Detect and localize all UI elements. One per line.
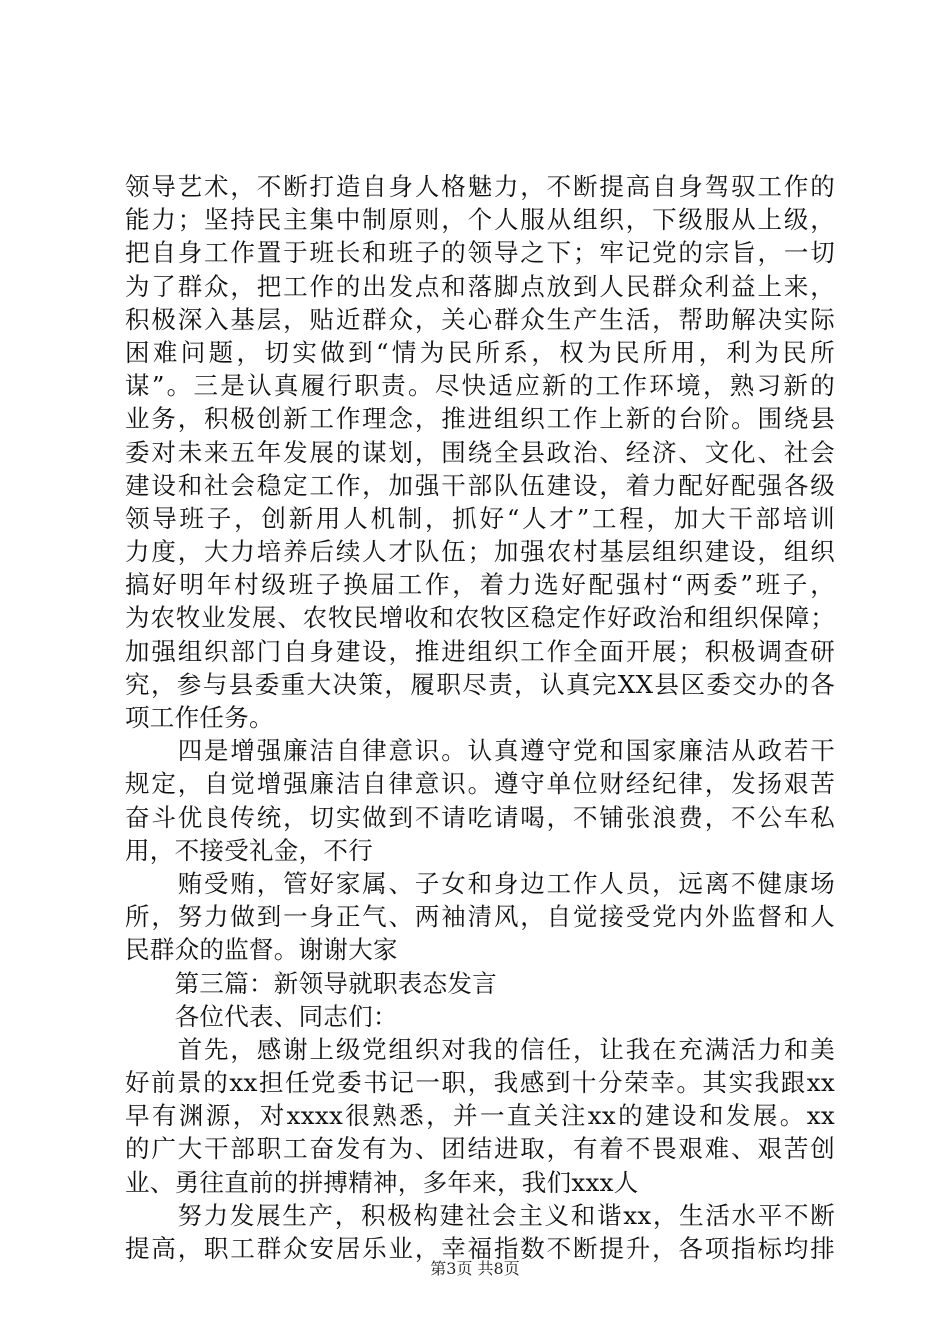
text-line: 所，努力做到一身正气、两袖清风，自觉接受党内外监督和人 bbox=[125, 902, 835, 932]
text-line: 规定，自觉增强廉洁自律意识。遵守单位财经纪律，发扬艰苦 bbox=[125, 769, 835, 799]
page-number-footer: 第3页 共8页 bbox=[430, 1259, 520, 1278]
text-line: 早有渊源，对xxxx很熟悉，并一直关注xx的建设和发展。xx bbox=[125, 1101, 835, 1131]
text-line: 各位代表、同志们： bbox=[125, 1001, 398, 1031]
text-line: 用，不接受礼金，不行 bbox=[125, 835, 373, 865]
text-line: 搞好明年村级班子换届工作，着力选好配强村“两委”班子， bbox=[125, 570, 835, 600]
text-line: 谋”。三是认真履行职责。尽快适应新的工作环境，熟习新的 bbox=[125, 371, 835, 401]
text-line: 奋斗优良传统，切实做到不请吃请喝，不铺张浪费，不公车私 bbox=[125, 802, 835, 832]
text-line: 的广大干部职工奋发有为、团结进取，有着不畏艰难、艰苦创 bbox=[125, 1134, 835, 1164]
text-line: 民群众的监督。谢谢大家 bbox=[125, 935, 398, 965]
text-line: 首先，感谢上级党组织对我的信任，让我在充满活力和美 bbox=[125, 1034, 835, 1064]
text-line: 努力发展生产，积极构建社会主义和谐xx，生活水平不断 bbox=[125, 1200, 835, 1230]
text-line: 贿受贿，管好家属、子女和身边工作人员，远离不健康场 bbox=[125, 868, 835, 898]
text-line: 领导艺术，不断打造自身人格魅力，不断提高自身驾驭工作的 bbox=[125, 172, 835, 201]
document-body bbox=[125, 170, 835, 1265]
text-line: 为农牧业发展、农牧民增收和农牧区稳定作好政治和组织保障； bbox=[125, 603, 835, 633]
text-line: 建设和社会稳定工作，加强干部队伍建设，着力配好配强各级 bbox=[125, 470, 835, 500]
text-line: 业、勇往直前的拼搏精神，多年来，我们xxx人 bbox=[125, 1167, 639, 1197]
text-line: 委对未来五年发展的谋划，围绕全县政治、经济、文化、社会 bbox=[125, 437, 835, 467]
text-line: 业务，积极创新工作理念，推进组织工作上新的台阶。围绕县 bbox=[125, 404, 835, 434]
text-line: 好前景的xx担任党委书记一职，我感到十分荣幸。其实我跟xx bbox=[125, 1068, 835, 1098]
text-line: 困难问题，切实做到“情为民所系，权为民所用，利为民所 bbox=[125, 337, 835, 367]
text-line: 为了群众，把工作的出发点和落脚点放到人民群众利益上来， bbox=[125, 271, 835, 301]
text-line: 四是增强廉洁自律意识。认真遵守党和国家廉洁从政若干 bbox=[125, 736, 835, 766]
text-line: 项工作任务。 bbox=[125, 703, 274, 732]
text-line: 究，参与县委重大决策，履职尽责，认真完XX县区委交办的各 bbox=[125, 669, 835, 699]
text-line: 把自身工作置于班长和班子的领导之下；牢记党的宗旨，一切 bbox=[125, 238, 835, 268]
text-line: 提高，职工群众安居乐业，幸福指数不断提升，各项指标均排 bbox=[125, 1234, 835, 1263]
text-line: 力度，大力培养后续人才队伍；加强农村基层组织建设，组织 bbox=[125, 537, 835, 567]
text-line: 积极深入基层，贴近群众，关心群众生产生活，帮助解决实际 bbox=[125, 304, 835, 334]
text-line: 领导班子，创新用人机制，抓好“人才”工程，加大干部培训 bbox=[125, 503, 835, 533]
text-line: 加强组织部门自身建设，推进组织工作全面开展；积极调查研 bbox=[125, 636, 835, 666]
text-line: 第三篇：新领导就职表态发言 bbox=[125, 968, 497, 998]
text-line: 能力；坚持民主集中制原则，个人服从组织，下级服从上级， bbox=[125, 205, 835, 235]
